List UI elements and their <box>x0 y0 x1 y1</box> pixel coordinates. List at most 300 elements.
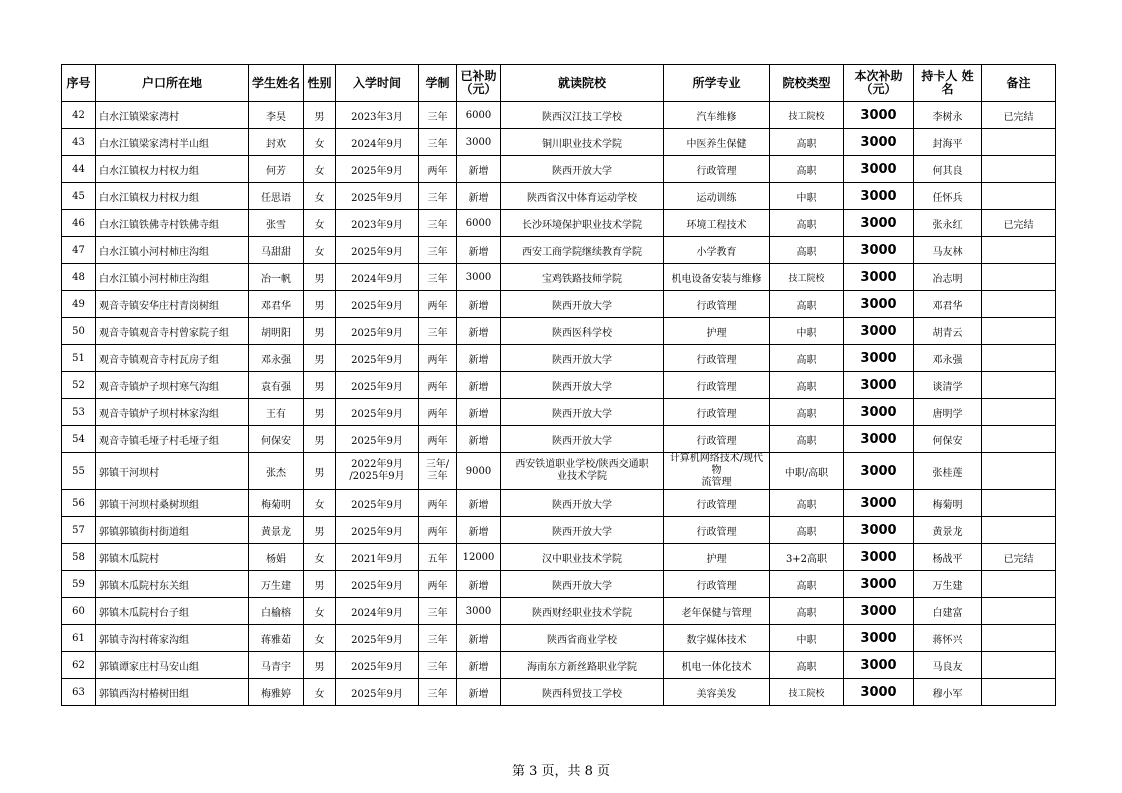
cell-household-location: 郭镇木瓜院村 <box>96 544 249 571</box>
cell-household-location: 郭镇木瓜院村台子组 <box>96 598 249 625</box>
table-row <box>62 156 1056 183</box>
cell-enrollment-date: 2021年9月 <box>336 544 419 571</box>
cell-major: 中医养生保健 <box>664 129 770 156</box>
cell-gender: 女 <box>304 679 336 706</box>
cell-subsidized-amount: 6000 <box>457 210 501 237</box>
table-row <box>62 210 1056 237</box>
cell-student-name: 白榆榕 <box>249 598 304 625</box>
cell-major: 行政管理 <box>664 571 770 598</box>
cell-major: 机电设备安装与维修 <box>664 264 770 291</box>
cell-major: 运动训练 <box>664 183 770 210</box>
cell-school-type: 中职/高职 <box>770 453 844 490</box>
cell-serial-number: 56 <box>62 490 96 517</box>
table-row <box>62 544 1056 571</box>
cell-current-subsidy: 3000 <box>844 372 914 399</box>
cell-serial-number: 45 <box>62 183 96 210</box>
cell-current-subsidy: 3000 <box>844 625 914 652</box>
cell-school-type: 高职 <box>770 652 844 679</box>
header-major: 所学专业 <box>664 65 770 102</box>
cell-gender: 女 <box>304 129 336 156</box>
cell-student-name: 杨娟 <box>249 544 304 571</box>
cell-major: 行政管理 <box>664 517 770 544</box>
cell-school: 宝鸡铁路技师学院 <box>501 264 664 291</box>
cell-gender: 男 <box>304 318 336 345</box>
cell-study-length: 三年 <box>419 679 457 706</box>
cell-gender: 男 <box>304 264 336 291</box>
cell-student-name: 任思语 <box>249 183 304 210</box>
cell-enrollment-date: 2025年9月 <box>336 183 419 210</box>
cell-subsidized-amount: 12000 <box>457 544 501 571</box>
cell-student-name: 邓永强 <box>249 345 304 372</box>
cell-current-subsidy: 3000 <box>844 210 914 237</box>
cell-remarks <box>982 129 1056 156</box>
cell-study-length: 三年 <box>419 102 457 129</box>
table-row <box>62 679 1056 706</box>
cell-gender: 男 <box>304 571 336 598</box>
cell-school-type: 高职 <box>770 399 844 426</box>
cell-gender: 男 <box>304 453 336 490</box>
cell-major: 护理 <box>664 318 770 345</box>
cell-current-subsidy: 3000 <box>844 652 914 679</box>
cell-household-location: 观音寺镇安华庄村青岗树组 <box>96 291 249 318</box>
cell-remarks <box>982 517 1056 544</box>
cell-remarks <box>982 652 1056 679</box>
cell-major: 汽车维修 <box>664 102 770 129</box>
cell-study-length: 三年 <box>419 129 457 156</box>
cell-school-type: 高职 <box>770 490 844 517</box>
cell-school-type: 技工院校 <box>770 679 844 706</box>
table-row <box>62 237 1056 264</box>
cell-household-location: 郭镇郭镇街村街道组 <box>96 517 249 544</box>
table-row <box>62 264 1056 291</box>
cell-current-subsidy: 3000 <box>844 264 914 291</box>
table-row <box>62 372 1056 399</box>
cell-serial-number: 49 <box>62 291 96 318</box>
cell-cardholder-name: 杨战平 <box>914 544 982 571</box>
cell-study-length: 三年 <box>419 237 457 264</box>
cell-cardholder-name: 万生建 <box>914 571 982 598</box>
cell-study-length: 两年 <box>419 490 457 517</box>
cell-major: 美容美发 <box>664 679 770 706</box>
cell-student-name: 冶一帆 <box>249 264 304 291</box>
table-row <box>62 399 1056 426</box>
cell-household-location: 郭镇寺沟村蒋家沟组 <box>96 625 249 652</box>
cell-current-subsidy: 3000 <box>844 183 914 210</box>
table-row <box>62 490 1056 517</box>
cell-remarks <box>982 156 1056 183</box>
cell-serial-number: 62 <box>62 652 96 679</box>
cell-serial-number: 53 <box>62 399 96 426</box>
header-gender: 性别 <box>304 65 336 102</box>
cell-remarks <box>982 237 1056 264</box>
cell-gender: 男 <box>304 291 336 318</box>
table-row <box>62 345 1056 372</box>
cell-gender: 女 <box>304 210 336 237</box>
cell-current-subsidy: 3000 <box>844 318 914 345</box>
cell-subsidized-amount: 新增 <box>457 426 501 453</box>
cell-school: 海南东方新丝路职业学院 <box>501 652 664 679</box>
cell-subsidized-amount: 新增 <box>457 571 501 598</box>
cell-subsidized-amount: 6000 <box>457 102 501 129</box>
cell-student-name: 梅雅婷 <box>249 679 304 706</box>
cell-cardholder-name: 封海平 <box>914 129 982 156</box>
cell-current-subsidy: 3000 <box>844 345 914 372</box>
cell-current-subsidy: 3000 <box>844 544 914 571</box>
cell-enrollment-date: 2024年9月 <box>336 598 419 625</box>
cell-household-location: 白水江镇铁佛寺村铁佛寺组 <box>96 210 249 237</box>
cell-enrollment-date: 2025年9月 <box>336 625 419 652</box>
cell-cardholder-name: 唐明学 <box>914 399 982 426</box>
cell-remarks <box>982 453 1056 490</box>
cell-study-length: 两年 <box>419 426 457 453</box>
cell-study-length: 两年 <box>419 156 457 183</box>
cell-serial-number: 63 <box>62 679 96 706</box>
cell-household-location: 白水江镇小河村柿庄沟组 <box>96 237 249 264</box>
cell-remarks <box>982 264 1056 291</box>
cell-school: 陕西财经职业技术学院 <box>501 598 664 625</box>
cell-cardholder-name: 黄景龙 <box>914 517 982 544</box>
cell-household-location: 郭镇西沟村椿树田组 <box>96 679 249 706</box>
table-row <box>62 291 1056 318</box>
cell-school: 陕西开放大学 <box>501 399 664 426</box>
cell-school-type: 3+2高职 <box>770 544 844 571</box>
cell-school: 陕西开放大学 <box>501 156 664 183</box>
cell-cardholder-name: 冶志明 <box>914 264 982 291</box>
table-row <box>62 129 1056 156</box>
cell-school: 长沙环境保护职业技术学院 <box>501 210 664 237</box>
cell-cardholder-name: 李树永 <box>914 102 982 129</box>
cell-school: 陕西开放大学 <box>501 345 664 372</box>
cell-cardholder-name: 蒋怀兴 <box>914 625 982 652</box>
cell-subsidized-amount: 新增 <box>457 156 501 183</box>
header-study-length: 学制 <box>419 65 457 102</box>
cell-cardholder-name: 马良友 <box>914 652 982 679</box>
table-row <box>62 453 1056 490</box>
cell-remarks <box>982 318 1056 345</box>
cell-serial-number: 51 <box>62 345 96 372</box>
cell-serial-number: 61 <box>62 625 96 652</box>
cell-study-length: 三年 <box>419 210 457 237</box>
cell-student-name: 张杰 <box>249 453 304 490</box>
cell-study-length: 两年 <box>419 345 457 372</box>
cell-school-type: 技工院校 <box>770 264 844 291</box>
cell-major: 行政管理 <box>664 372 770 399</box>
cell-enrollment-date: 2025年9月 <box>336 490 419 517</box>
table-row <box>62 625 1056 652</box>
cell-school: 西安铁道职业学校/陕西交通职 业技术学院 <box>501 453 664 490</box>
cell-school-type: 高职 <box>770 129 844 156</box>
cell-subsidized-amount: 新增 <box>457 399 501 426</box>
cell-current-subsidy: 3000 <box>844 102 914 129</box>
cell-remarks <box>982 598 1056 625</box>
cell-study-length: 五年 <box>419 544 457 571</box>
cell-subsidized-amount: 3000 <box>457 598 501 625</box>
cell-serial-number: 54 <box>62 426 96 453</box>
cell-remarks <box>982 183 1056 210</box>
cell-student-name: 马青宇 <box>249 652 304 679</box>
cell-serial-number: 43 <box>62 129 96 156</box>
cell-household-location: 白水江镇小河村柿庄沟组 <box>96 264 249 291</box>
cell-major: 行政管理 <box>664 426 770 453</box>
cell-subsidized-amount: 新增 <box>457 183 501 210</box>
table-row <box>62 598 1056 625</box>
cell-student-name: 马甜甜 <box>249 237 304 264</box>
cell-study-length: 两年 <box>419 372 457 399</box>
cell-enrollment-date: 2022年9月 /2025年9月 <box>336 453 419 490</box>
cell-cardholder-name: 何其良 <box>914 156 982 183</box>
cell-remarks: 已完结 <box>982 544 1056 571</box>
cell-remarks: 已完结 <box>982 210 1056 237</box>
cell-student-name: 梅菊明 <box>249 490 304 517</box>
cell-enrollment-date: 2025年9月 <box>336 399 419 426</box>
cell-household-location: 观音寺镇观音寺村曾家院子组 <box>96 318 249 345</box>
cell-student-name: 黄景龙 <box>249 517 304 544</box>
cell-serial-number: 57 <box>62 517 96 544</box>
page-footer <box>0 760 1122 779</box>
cell-subsidized-amount: 新增 <box>457 517 501 544</box>
cell-cardholder-name: 白建富 <box>914 598 982 625</box>
header-subsidized-amount: 已补助 （元） <box>457 65 501 102</box>
subsidy-table-container <box>61 64 1056 706</box>
cell-gender: 女 <box>304 490 336 517</box>
cell-current-subsidy: 3000 <box>844 426 914 453</box>
cell-cardholder-name: 邓君华 <box>914 291 982 318</box>
cell-gender: 男 <box>304 372 336 399</box>
cell-current-subsidy: 3000 <box>844 156 914 183</box>
cell-major: 行政管理 <box>664 490 770 517</box>
cell-study-length: 三年 <box>419 318 457 345</box>
cell-serial-number: 44 <box>62 156 96 183</box>
cell-cardholder-name: 任怀兵 <box>914 183 982 210</box>
cell-cardholder-name: 张桂莲 <box>914 453 982 490</box>
cell-major: 计算机网络技术/现代物 流管理 <box>664 453 770 490</box>
cell-major: 小学教育 <box>664 237 770 264</box>
cell-enrollment-date: 2025年9月 <box>336 679 419 706</box>
cell-school: 陕西医科学校 <box>501 318 664 345</box>
cell-school-type: 高职 <box>770 237 844 264</box>
cell-study-length: 两年 <box>419 291 457 318</box>
cell-school: 陕西开放大学 <box>501 517 664 544</box>
cell-household-location: 郭镇木瓜院村东关组 <box>96 571 249 598</box>
header-current-subsidy: 本次补助 （元） <box>844 65 914 102</box>
cell-current-subsidy: 3000 <box>844 490 914 517</box>
cell-school-type: 高职 <box>770 210 844 237</box>
cell-gender: 女 <box>304 625 336 652</box>
cell-enrollment-date: 2024年9月 <box>336 129 419 156</box>
cell-gender: 女 <box>304 544 336 571</box>
cell-school: 铜川职业技术学院 <box>501 129 664 156</box>
cell-subsidized-amount: 9000 <box>457 453 501 490</box>
cell-gender: 女 <box>304 183 336 210</box>
cell-current-subsidy: 3000 <box>844 129 914 156</box>
cell-current-subsidy: 3000 <box>844 453 914 490</box>
cell-household-location: 观音寺镇炉子坝村寒气沟组 <box>96 372 249 399</box>
cell-serial-number: 59 <box>62 571 96 598</box>
header-serial-number: 序号 <box>62 65 96 102</box>
cell-student-name: 蒋雅茹 <box>249 625 304 652</box>
cell-student-name: 封欢 <box>249 129 304 156</box>
cell-enrollment-date: 2025年9月 <box>336 318 419 345</box>
cell-serial-number: 52 <box>62 372 96 399</box>
cell-subsidized-amount: 新增 <box>457 345 501 372</box>
cell-major: 环境工程技术 <box>664 210 770 237</box>
cell-cardholder-name: 胡青云 <box>914 318 982 345</box>
cell-current-subsidy: 3000 <box>844 571 914 598</box>
cell-remarks <box>982 571 1056 598</box>
cell-school: 陕西开放大学 <box>501 372 664 399</box>
cell-remarks <box>982 625 1056 652</box>
cell-student-name: 王有 <box>249 399 304 426</box>
cell-major: 行政管理 <box>664 345 770 372</box>
cell-enrollment-date: 2024年9月 <box>336 264 419 291</box>
cell-school-type: 中职 <box>770 625 844 652</box>
cell-current-subsidy: 3000 <box>844 517 914 544</box>
cell-school: 陕西开放大学 <box>501 571 664 598</box>
table-row <box>62 652 1056 679</box>
cell-school-type: 高职 <box>770 156 844 183</box>
cell-study-length: 两年 <box>419 571 457 598</box>
cell-school: 陕西开放大学 <box>501 426 664 453</box>
cell-study-length: 三年 <box>419 183 457 210</box>
cell-current-subsidy: 3000 <box>844 237 914 264</box>
cell-remarks <box>982 345 1056 372</box>
cell-subsidized-amount: 新增 <box>457 372 501 399</box>
cell-enrollment-date: 2025年9月 <box>336 237 419 264</box>
cell-study-length: 三年 <box>419 598 457 625</box>
cell-cardholder-name: 马友林 <box>914 237 982 264</box>
cell-school: 西安工商学院继续教育学院 <box>501 237 664 264</box>
cell-study-length: 三年 <box>419 652 457 679</box>
cell-household-location: 白水江镇权力村权力组 <box>96 156 249 183</box>
cell-remarks <box>982 291 1056 318</box>
cell-student-name: 万生建 <box>249 571 304 598</box>
cell-subsidized-amount: 新增 <box>457 291 501 318</box>
cell-remarks: 已完结 <box>982 102 1056 129</box>
cell-subsidized-amount: 3000 <box>457 129 501 156</box>
cell-household-location: 观音寺镇观音寺村瓦房子组 <box>96 345 249 372</box>
cell-serial-number: 50 <box>62 318 96 345</box>
cell-cardholder-name: 何保安 <box>914 426 982 453</box>
header-household-location: 户口所在地 <box>96 65 249 102</box>
cell-study-length: 三年 <box>419 625 457 652</box>
cell-enrollment-date: 2025年9月 <box>336 426 419 453</box>
cell-school: 陕西科贸技工学校 <box>501 679 664 706</box>
cell-gender: 女 <box>304 237 336 264</box>
cell-household-location: 白水江镇梁家湾村 <box>96 102 249 129</box>
cell-enrollment-date: 2023年9月 <box>336 210 419 237</box>
cell-remarks <box>982 372 1056 399</box>
cell-major: 护理 <box>664 544 770 571</box>
header-school-type: 院校类型 <box>770 65 844 102</box>
cell-serial-number: 58 <box>62 544 96 571</box>
cell-school-type: 高职 <box>770 372 844 399</box>
cell-gender: 男 <box>304 399 336 426</box>
cell-study-length: 两年 <box>419 517 457 544</box>
cell-cardholder-name: 谈清学 <box>914 372 982 399</box>
cell-student-name: 胡明阳 <box>249 318 304 345</box>
cell-subsidized-amount: 新增 <box>457 625 501 652</box>
cell-current-subsidy: 3000 <box>844 679 914 706</box>
cell-serial-number: 60 <box>62 598 96 625</box>
cell-household-location: 郭镇干河坝村 <box>96 453 249 490</box>
cell-remarks <box>982 679 1056 706</box>
cell-school: 陕西省汉中体育运动学校 <box>501 183 664 210</box>
cell-remarks <box>982 399 1056 426</box>
cell-school-type: 高职 <box>770 345 844 372</box>
cell-gender: 男 <box>304 517 336 544</box>
header-remarks: 备注 <box>982 65 1056 102</box>
cell-enrollment-date: 2025年9月 <box>336 156 419 183</box>
table-row <box>62 517 1056 544</box>
cell-enrollment-date: 2025年9月 <box>336 571 419 598</box>
cell-school-type: 高职 <box>770 291 844 318</box>
cell-household-location: 观音寺镇毛垭子村毛垭子组 <box>96 426 249 453</box>
cell-major: 行政管理 <box>664 156 770 183</box>
cell-enrollment-date: 2025年9月 <box>336 517 419 544</box>
table-row <box>62 102 1056 129</box>
cell-serial-number: 55 <box>62 453 96 490</box>
cell-gender: 女 <box>304 598 336 625</box>
cell-student-name: 何保安 <box>249 426 304 453</box>
cell-household-location: 观音寺镇炉子坝村林家沟组 <box>96 399 249 426</box>
header-cardholder-name: 持卡人 姓名 <box>914 65 982 102</box>
cell-major: 行政管理 <box>664 399 770 426</box>
cell-subsidized-amount: 新增 <box>457 652 501 679</box>
cell-subsidized-amount: 新增 <box>457 318 501 345</box>
cell-subsidized-amount: 新增 <box>457 679 501 706</box>
cell-cardholder-name: 张永红 <box>914 210 982 237</box>
cell-enrollment-date: 2025年9月 <box>336 652 419 679</box>
cell-study-length: 三年/ 三年 <box>419 453 457 490</box>
cell-student-name: 李昊 <box>249 102 304 129</box>
cell-subsidized-amount: 3000 <box>457 264 501 291</box>
cell-cardholder-name: 穆小军 <box>914 679 982 706</box>
cell-cardholder-name: 邓永强 <box>914 345 982 372</box>
cell-serial-number: 46 <box>62 210 96 237</box>
page-number-label: 第 3 页，共 8 页 <box>511 764 611 779</box>
cell-study-length: 两年 <box>419 399 457 426</box>
cell-school: 陕西省商业学校 <box>501 625 664 652</box>
cell-subsidized-amount: 新增 <box>457 237 501 264</box>
cell-school: 陕西开放大学 <box>501 490 664 517</box>
cell-major: 数字媒体技术 <box>664 625 770 652</box>
cell-current-subsidy: 3000 <box>844 399 914 426</box>
cell-enrollment-date: 2025年9月 <box>336 291 419 318</box>
cell-gender: 男 <box>304 426 336 453</box>
cell-cardholder-name: 梅菊明 <box>914 490 982 517</box>
cell-household-location: 白水江镇梁家湾村半山组 <box>96 129 249 156</box>
header-student-name: 学生姓名 <box>249 65 304 102</box>
table-row <box>62 426 1056 453</box>
cell-student-name: 邓君华 <box>249 291 304 318</box>
cell-household-location: 郭镇干河坝村桑树坝组 <box>96 490 249 517</box>
cell-school-type: 技工院校 <box>770 102 844 129</box>
cell-enrollment-date: 2025年9月 <box>336 345 419 372</box>
cell-major: 老年保健与管理 <box>664 598 770 625</box>
cell-school-type: 中职 <box>770 183 844 210</box>
cell-major: 机电一体化技术 <box>664 652 770 679</box>
cell-gender: 男 <box>304 652 336 679</box>
cell-school-type: 高职 <box>770 517 844 544</box>
table-row <box>62 571 1056 598</box>
cell-serial-number: 42 <box>62 102 96 129</box>
cell-serial-number: 48 <box>62 264 96 291</box>
cell-school-type: 高职 <box>770 571 844 598</box>
cell-serial-number: 47 <box>62 237 96 264</box>
cell-school: 陕西汉江技工学校 <box>501 102 664 129</box>
header-enrollment-date: 入学时间 <box>336 65 419 102</box>
cell-household-location: 白水江镇权力村权力组 <box>96 183 249 210</box>
